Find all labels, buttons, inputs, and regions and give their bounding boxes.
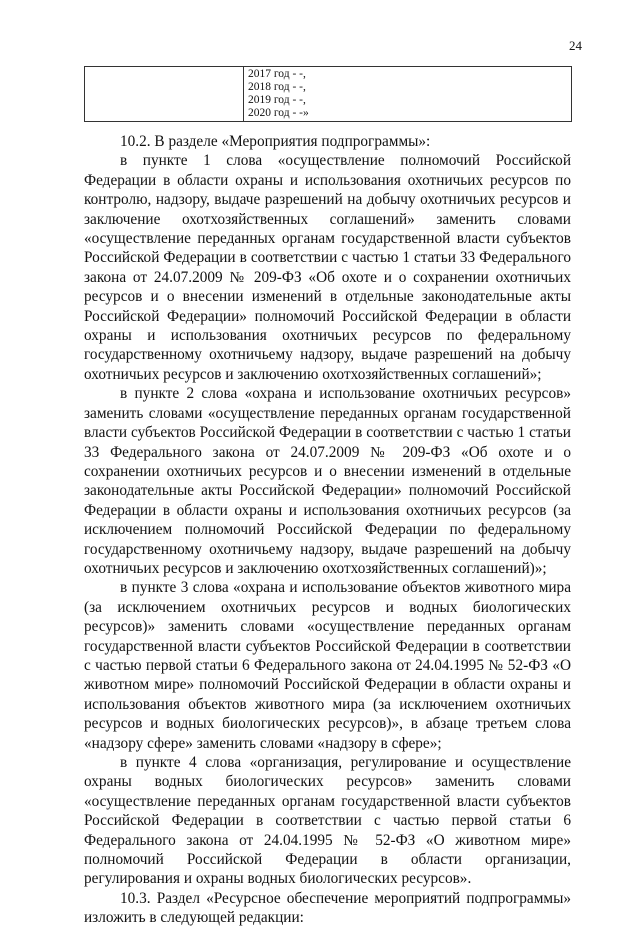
year-line: 2020 год - -» [248, 107, 309, 119]
section-heading-10-3: 10.3. Раздел «Ресурсное обеспечение мероприятий подпрограммы» изложить в следующей редакции: [84, 889, 571, 927]
paragraph-item-3: в пункте 3 слова «охрана и использование объектов животного мира (за исключением охотничьих ресурсов и водных биологических ресурсов)» заменить словами «осуществление переданных органам государственной власти субъектов Российской Федерации в соответствии с частью первой статьи 6 Федерального закона от 24.04.1995 № 52-ФЗ «О животном мире» полномочий Российской Федерации в области охраны и использования объектов животного мира (за исключением охотничьих ресурсов и водных биологических ресурсов)», в абзаце третьем слова «надзору сфере» заменить словами «надзору в сфере»; [84, 579, 571, 752]
table-row [85, 67, 572, 122]
table-cell-empty [85, 67, 244, 122]
section-heading-10-2: 10.2. В разделе «Мероприятия подпрограммы»: [120, 133, 431, 150]
year-line: 2018 год - -, [248, 81, 306, 93]
table-cell-years [244, 67, 572, 122]
document-body [84, 132, 571, 928]
year-line: 2019 год - -, [248, 94, 306, 106]
paragraph-item-4: в пункте 4 слова «организация, регулирование и осуществление охраны водных биологических ресурсов» заменить словами «осуществление переданных органам государственной власти субъектов Российской Федерации в соответствии с частью первой статьи 6 Федерального закона от 24.04.1995 № 52-ФЗ «О животном мире» полномочий Российской Федерации в области организации, регулирования и охраны водных биологических ресурсов». [84, 754, 571, 888]
year-line: 2017 год - -, [248, 68, 306, 80]
paragraph-item-1: в пункте 1 слова «осуществление полномочий Российской Федерации в области охраны и использования охотничьих ресурсов по контролю, надзору, выдаче разрешений на добычу охотничьих ресурсов и заключение охотхозяйственных соглашений» заменить словами «осуществление переданных органам государственной власти субъектов Российской Федерации в соответствии с частью 1 статьи 33 Федерального закона от 24.07.2009 № 209-ФЗ «Об охоте и о сохранении охотничьих ресурсов и о внесении изменений в отдельные законодательные акты Российской Федерации» полномочий Российской Федерации в области охраны и использования охотничьих ресурсов по федеральному государственному охотничьему надзору, выдаче разрешений на добычу охотничьих ресурсов и заключению охотхозяйственных соглашений»; [84, 152, 571, 383]
continued-table [84, 66, 572, 122]
page-number: 24 [569, 38, 582, 53]
paragraph-item-2: в пункте 2 слова «охрана и использование охотничьих ресурсов» заменить словами «осуществление переданных органам государственной власти субъектов Российской Федерации в соответствии с частью 1 статьи 33 Федерального закона от 24.07.2009 № 209-ФЗ «Об охоте и о сохранении охотничьих ресурсов и о внесении изменений в отдельные законодательные акты Российской Федерации» полномочий Российской Федерации в области охраны и использования охотничьих ресурсов (за исключением полномочий Российской Федерации по федеральному государственному охотничьему надзору, выдаче разрешений на добычу охотничьих ресурсов и заключению охотхозяйственных соглашений)»; [84, 385, 571, 577]
